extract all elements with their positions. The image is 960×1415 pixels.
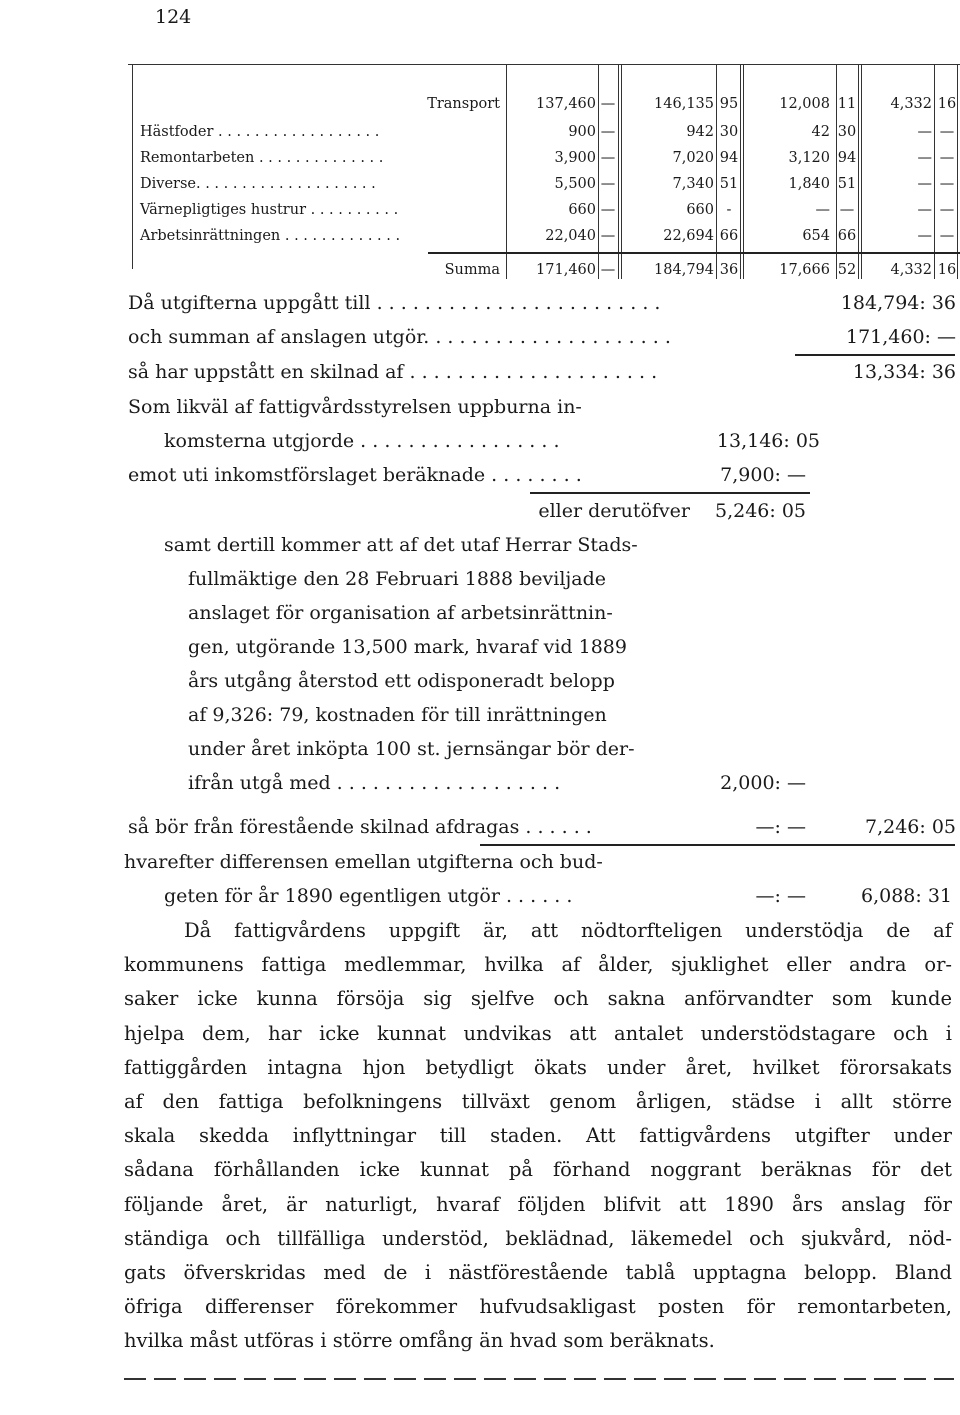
reckoning-text: fullmäktige den 28 Februari 1888 beviljade (188, 568, 607, 590)
paragraph-line: kommunens fattiga medlemmar, hvilka af ålder, sjuklighet eller andra or- (124, 953, 952, 977)
cell-c8: — (939, 228, 955, 244)
cell-c3: 7,020 (672, 150, 714, 166)
cell-c7: — (917, 228, 932, 244)
cell-c8: — (939, 150, 955, 166)
reckoning-value: 7,246: 05 (864, 816, 956, 838)
cell-c4: 94 (719, 150, 739, 166)
page-number: 124 (155, 6, 192, 28)
table-row (128, 198, 960, 222)
reckoning-text: under året inköpta 100 st. jernsängar bör der- (188, 738, 635, 760)
paragraph-line: hvilka måst utföras i större omfång än hvad som beräknats. (124, 1329, 715, 1353)
cell-c3: 7,340 (672, 176, 714, 192)
reckoning-text: af 9,326: 79, kostnaden för till inrättningen (188, 704, 607, 726)
cell-c2: — (600, 96, 616, 112)
reckoning-line (128, 390, 960, 424)
reckoning-line (164, 424, 824, 458)
cell-c2: — (600, 124, 616, 140)
reckoning-text: eller derutöfver (538, 500, 690, 522)
cell-c5: 12,008 (779, 96, 830, 112)
cell-c4: 51 (719, 176, 739, 192)
reckoning-mid-value: —: — (755, 816, 806, 838)
reckoning-text: samt dertill kommer att af det utaf Herrar Stads- (164, 534, 638, 556)
reckoning-text: Då utgifterna uppgått till . . . . . . . . . . . . . . . . . . . . . . . . (128, 292, 661, 314)
cell-c6: 30 (837, 124, 857, 140)
reckoning-text: så bör från förestående skilnad afdragas . . . . . . (128, 816, 592, 838)
cell-c1: 137,460 (536, 96, 596, 112)
reckoning-text: komsterna utgjorde . . . . . . . . . . . . . . . . . (164, 430, 560, 452)
cell-c6: 51 (837, 176, 857, 192)
reckoning-text: emot uti inkomstförslaget beräknade . . . . . . . . (128, 464, 582, 486)
paragraph-line: Då fattigvårdens uppgift är, att nödtorfteligen understödja de af (184, 919, 952, 942)
cell-c5: 654 (802, 228, 830, 244)
cell-c3: 22,694 (663, 228, 714, 244)
cell-c8: — (939, 176, 955, 192)
cell-c1: 5,500 (554, 176, 596, 192)
paragraph-line: skala skedda inflyttningar till staden. Att fattigvårdens utgifter under (124, 1124, 952, 1148)
reckoning-value: 184,794: 36 (840, 292, 956, 314)
cell-c1: 660 (568, 202, 596, 218)
cell-c7: 4,332 (890, 262, 932, 278)
footer-dash-rule (124, 1378, 954, 1380)
reckoning-text: Som likväl af fattigvårdsstyrelsen uppburna in- (128, 396, 582, 418)
table-row (128, 258, 960, 282)
table-row (128, 224, 960, 248)
body-paragraph (124, 914, 952, 1358)
paragraph-line: följande året, är naturligt, hvaraf följden blifvit att 1890 års anslag för (124, 1192, 952, 1216)
reckoning-text: så har uppstått en skilnad af . . . . . . . . . . . . . . . . . . . . . (128, 361, 658, 383)
cell-c1: 22,040 (545, 228, 596, 244)
reckoning-line (128, 810, 960, 844)
cell-c5: 1,840 (788, 176, 830, 192)
paragraph-line: af den fattiga befolkningens tillväxt genom årligen, städse i allt större (124, 1089, 952, 1113)
cell-c5: 42 (811, 124, 830, 140)
reckoning-value: 2,000: — (720, 772, 806, 794)
reckoning-value: 13,334: 36 (852, 361, 956, 383)
paragraph-line: hjelpa dem, har icke kunnat undvikas att antalet understödstagare och i (124, 1021, 952, 1045)
cell-c3: 184,794 (654, 262, 714, 278)
row-label: Summa (444, 262, 500, 278)
cell-c8: — (939, 202, 955, 218)
reckoning-value: 7,900: — (720, 464, 806, 486)
reckoning-text: års utgång återstod ett odisponeradt belopp (188, 670, 615, 692)
cell-c5: 17,666 (779, 262, 830, 278)
cell-c4: - (726, 202, 732, 218)
cell-c2: — (600, 202, 616, 218)
reckoning-text: geten för år 1890 egentligen utgör . . . . . . (164, 885, 573, 907)
reckoning-line (128, 286, 960, 320)
cell-c8: 16 (937, 96, 957, 112)
reckoning-mid-value: —: — (755, 885, 806, 907)
reckoning-line (124, 845, 960, 879)
cell-c8: — (939, 124, 955, 140)
cell-c7: — (917, 150, 932, 166)
cell-c5: — (815, 202, 830, 218)
cell-c4: 95 (719, 96, 739, 112)
cell-c1: 900 (568, 124, 596, 140)
cell-c7: 4,332 (890, 96, 932, 112)
reckoning-text: anslaget för organisation af arbetsinrättnin- (188, 602, 613, 624)
cell-c6: — (839, 202, 855, 218)
cell-c7: — (917, 176, 932, 192)
paragraph-line: sådana förhållanden icke kunnat på förhand noggrant beräknas för det (124, 1158, 952, 1182)
paragraph-line: öfriga differenser förekommer hufvudsakligast posten för remontarbeten, (124, 1295, 952, 1319)
reckoning-text: gen, utgörande 13,500 mark, hvaraf vid 1889 (188, 636, 627, 658)
row-label: Arbetsinrättningen . . . . . . . . . . . . . (140, 228, 401, 244)
cell-c6: 94 (837, 150, 857, 166)
reckoning-value: 171,460: — (845, 326, 956, 348)
row-label: Hästfoder . . . . . . . . . . . . . . . . . . (140, 124, 380, 140)
cell-c1: 3,900 (554, 150, 596, 166)
cell-c3: 942 (686, 124, 714, 140)
cell-c6: 11 (837, 96, 857, 112)
cell-c5: 3,120 (788, 150, 830, 166)
cell-c2: — (600, 176, 616, 192)
cell-c7: — (917, 124, 932, 140)
cell-c4: 36 (719, 262, 739, 278)
paragraph-line: saker icke kunna försöja sig sjelfve och sakna anförvandter som kunde (124, 987, 952, 1011)
table-row (128, 172, 960, 196)
cell-c7: — (917, 202, 932, 218)
cell-c3: 146,135 (654, 96, 714, 112)
cell-c3: 660 (686, 202, 714, 218)
cell-c2: — (600, 262, 616, 278)
cell-c4: 30 (719, 124, 739, 140)
reckoning-value: 5,246: 05 (714, 500, 806, 522)
row-label: Transport (427, 96, 500, 112)
reckoning-line (188, 766, 828, 800)
cell-c2: — (600, 228, 616, 244)
ledger-table (128, 64, 960, 284)
row-label: Remontarbeten . . . . . . . . . . . . . . (140, 150, 384, 166)
reckoning-line (164, 879, 960, 913)
table-row (128, 92, 960, 116)
reckoning-text: ifrån utgå med . . . . . . . . . . . . . . . . . . . (188, 772, 561, 794)
table-row (128, 146, 960, 170)
paragraph-line: gats öfverskridas med de i nästförestående tablå upptagna belopp. Bland (124, 1260, 952, 1284)
cell-c6: 66 (837, 228, 857, 244)
cell-c8: 16 (937, 262, 957, 278)
cell-c6: 52 (837, 262, 857, 278)
cell-c1: 171,460 (536, 262, 596, 278)
reckoning-line (128, 320, 960, 354)
cell-c2: — (600, 150, 616, 166)
reckoning-line (128, 494, 828, 528)
row-label: Värnepligtiges hustrur . . . . . . . . . . (140, 202, 399, 218)
reckoning-value: 13,146: 05 (716, 430, 820, 452)
reckoning-text: hvarefter differensen emellan utgifterna och bud- (124, 851, 603, 873)
reckoning-line (128, 355, 960, 389)
paragraph-line: fattiggården intagna hjon betydligt ökats under året, hvilket förorsakats (124, 1055, 952, 1079)
table-row (128, 120, 960, 144)
reckoning-line (128, 458, 828, 492)
summa-rule (428, 252, 960, 254)
row-label: Diverse. . . . . . . . . . . . . . . . . . . . (140, 176, 376, 192)
cell-c4: 66 (719, 228, 739, 244)
paragraph-line: ständiga och tillfälliga understöd, beklädnad, läkemedel och sjukvård, nöd- (124, 1226, 952, 1250)
reckoning-text: och summan af anslagen utgör. . . . . . . . . . . . . . . . . . . . . (128, 326, 671, 348)
reckoning-value: 6,088: 31 (860, 885, 952, 907)
